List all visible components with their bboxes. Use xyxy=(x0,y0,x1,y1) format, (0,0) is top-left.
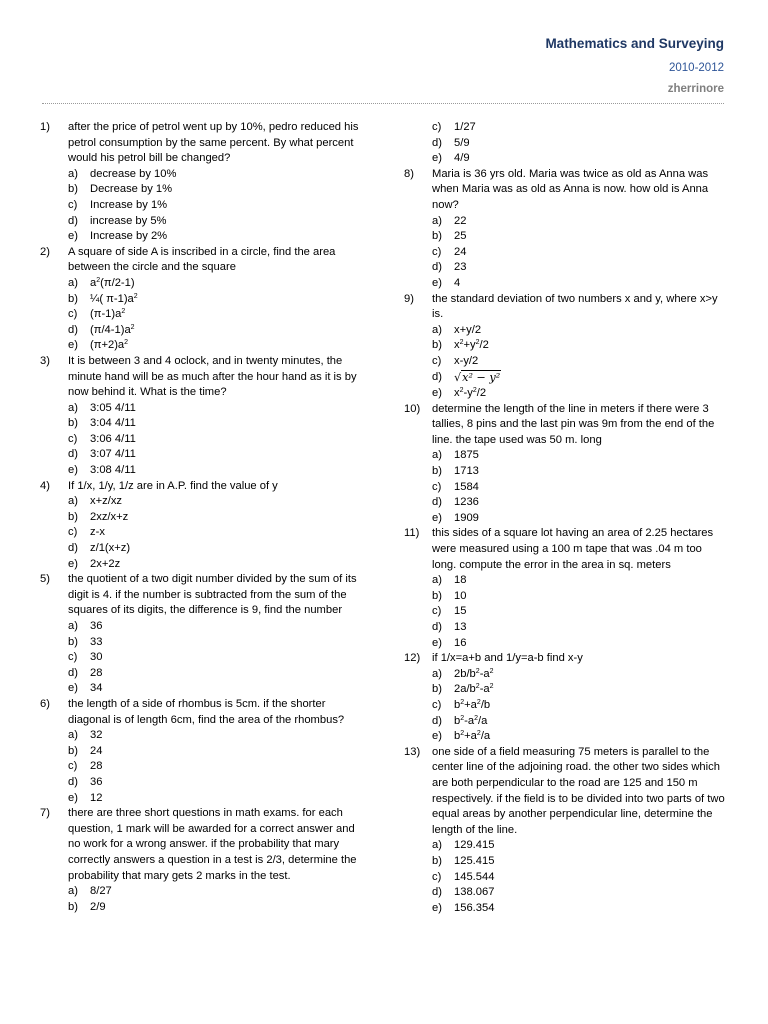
right-column xyxy=(404,120,728,916)
choice-text: 1/27 xyxy=(454,121,476,133)
answer-choice xyxy=(404,714,728,730)
choice-letter: d) xyxy=(68,448,78,461)
choice-text: 30 xyxy=(90,651,103,664)
choice-text: 8/27 xyxy=(90,885,112,898)
choice-text: 1236 xyxy=(454,496,479,509)
question-block xyxy=(404,292,728,402)
question-block xyxy=(40,354,365,479)
choice-text: $(\pi/4-1)a^2$ xyxy=(90,323,135,336)
choice-letter: d) xyxy=(432,886,442,899)
answer-choice xyxy=(404,620,728,636)
choice-letter: a) xyxy=(432,839,442,852)
answer-choice xyxy=(404,604,728,620)
choice-text: 3:08 4/11 xyxy=(90,464,136,477)
choice-text: 1875 xyxy=(454,449,479,462)
choice-text: 1584 xyxy=(454,480,479,493)
question-block xyxy=(404,745,728,917)
choice-letter: e) xyxy=(432,636,442,649)
answer-choice xyxy=(404,151,728,167)
choice-letter: e) xyxy=(68,557,78,570)
answer-choice xyxy=(404,511,728,527)
choice-text: 3:07 4/11 xyxy=(90,448,136,461)
choice-text: 4/9 xyxy=(454,152,470,165)
choice-letter: c) xyxy=(432,121,442,133)
answer-choice xyxy=(40,759,365,775)
choice-letter: a) xyxy=(432,449,442,462)
choice-text: 16 xyxy=(454,636,467,649)
choice-letter: c) xyxy=(432,245,442,258)
choice-text: 1713 xyxy=(454,465,479,478)
choice-text: 3:05 4/11 xyxy=(90,401,136,414)
choice-letter: d) xyxy=(432,621,442,633)
choice-text: $2b/b^2-a^2$ xyxy=(454,667,494,680)
answer-choice xyxy=(40,416,365,432)
answer-choice xyxy=(40,541,365,557)
answer-choice xyxy=(40,494,365,510)
choice-text: Increase by 2% xyxy=(90,230,168,243)
choice-letter: e) xyxy=(68,230,78,243)
choice-letter: e) xyxy=(68,791,78,804)
choice-letter: b) xyxy=(68,744,78,757)
answer-choice xyxy=(404,276,728,292)
choice-letter: a) xyxy=(68,620,78,632)
question xyxy=(404,745,728,839)
answer-choice xyxy=(40,167,365,183)
choice-text: 28 xyxy=(90,666,103,679)
choice-text: $2a/b^2-a^2$ xyxy=(454,683,494,696)
choice-text: 36 xyxy=(90,620,103,632)
choice-letter: c) xyxy=(68,198,78,211)
question-text: there are three short questions in math exams. for each question, 1 mark will be awarded for a correct answer and no work for a wrong answer. if the probability that mary correctly answers a question in a test is 2/3, determine the probability that mary gets 2 marks in the test. xyxy=(68,807,357,882)
choice-text: 18 xyxy=(454,574,467,587)
answer-choice xyxy=(404,354,728,370)
answer-choice xyxy=(404,729,728,745)
answer-choice xyxy=(40,557,365,573)
choice-text: $b^2-a^2/a$ xyxy=(454,714,488,727)
question-number: 7) xyxy=(40,807,50,820)
choice-letter: c) xyxy=(68,308,78,321)
choice-text: 32 xyxy=(90,729,103,742)
choice-text: 2x+2z xyxy=(90,557,121,570)
answer-choice xyxy=(404,682,728,698)
document-author: zherrinore xyxy=(667,83,724,95)
choice-letter: d) xyxy=(68,323,78,336)
answer-choice xyxy=(40,401,365,417)
question-text: the standard deviation of two numbers x and y, where x>y is. xyxy=(432,292,718,321)
choice-letter: a) xyxy=(432,667,442,680)
answer-choice xyxy=(404,698,728,714)
choice-letter: a) xyxy=(68,495,78,508)
choice-letter: d) xyxy=(432,261,442,274)
choice-text: 24 xyxy=(90,744,103,757)
choice-letter: c) xyxy=(432,698,442,711)
answer-choice xyxy=(404,495,728,511)
choice-text: 28 xyxy=(90,760,103,773)
answer-choice xyxy=(404,573,728,589)
answer-choice xyxy=(404,245,728,261)
choice-letter: c) xyxy=(432,870,442,883)
question-block xyxy=(404,526,728,651)
question-number: 8) xyxy=(404,167,414,180)
question-number: 12) xyxy=(404,652,421,665)
choice-letter: e) xyxy=(432,152,442,165)
question-number: 3) xyxy=(40,354,50,367)
answer-choice xyxy=(40,681,365,697)
choice-text: $b^2+a^2/a$ xyxy=(454,730,491,743)
choice-text: √x² − y² xyxy=(454,370,501,384)
document-title: Mathematics and Surveying xyxy=(545,36,724,51)
answer-choice xyxy=(40,323,365,339)
choice-letter: e) xyxy=(68,464,78,477)
question xyxy=(404,526,728,573)
question-text: this sides of a square lot having an area of 2.25 hectares were measured using a 100 m tape that was .04 m too long. compute the error in the area in sq. meters xyxy=(432,527,714,571)
answer-choice xyxy=(40,338,365,354)
answer-choice xyxy=(40,525,365,541)
choice-letter: b) xyxy=(432,230,442,243)
choice-letter: a) xyxy=(432,323,442,336)
choice-letter: d) xyxy=(432,714,442,727)
question-block xyxy=(40,697,365,806)
choice-letter: c) xyxy=(68,526,78,539)
choice-letter: c) xyxy=(432,354,442,367)
answer-choice xyxy=(40,229,365,245)
choice-letter: e) xyxy=(432,511,442,524)
choice-text: $(\pi+2)a^2$ xyxy=(90,339,129,352)
choice-text: $x^2+y^2/2$ xyxy=(454,339,489,352)
choice-text: 23 xyxy=(454,261,467,274)
choice-text: 13 xyxy=(454,621,467,633)
choice-letter: a) xyxy=(432,214,442,227)
question-number: 5) xyxy=(40,573,50,586)
choice-text: Decrease by 1% xyxy=(90,183,173,196)
question-block xyxy=(404,651,728,745)
answer-choice xyxy=(404,870,728,886)
answer-choice xyxy=(40,635,365,651)
choice-text: x+y/2 xyxy=(454,323,482,336)
choice-letter: a) xyxy=(68,729,78,742)
answer-choice xyxy=(404,480,728,496)
choice-letter: e) xyxy=(432,730,442,743)
choice-text: 145.544 xyxy=(454,870,495,883)
choice-text: 3:06 4/11 xyxy=(90,432,136,445)
answer-choice xyxy=(404,636,728,652)
question-block xyxy=(404,402,728,527)
choice-letter: e) xyxy=(68,682,78,695)
question xyxy=(40,245,365,276)
answer-choice xyxy=(404,464,728,480)
choice-letter: c) xyxy=(68,651,78,664)
choice-text: 3:04 4/11 xyxy=(90,417,136,430)
answer-choice xyxy=(404,386,728,402)
answer-choice xyxy=(40,775,365,791)
choice-text: 125.415 xyxy=(454,854,495,867)
answer-choice xyxy=(40,619,365,635)
choice-letter: a) xyxy=(68,167,78,180)
answer-choice xyxy=(404,901,728,917)
choice-text: increase by 5% xyxy=(90,214,167,227)
choice-letter: b) xyxy=(68,292,78,305)
choice-text: 2/9 xyxy=(90,900,106,913)
choice-letter: c) xyxy=(432,480,442,493)
answer-choice xyxy=(40,884,365,900)
question-number: 2) xyxy=(40,245,50,258)
answer-choice xyxy=(40,198,365,214)
answer-choice xyxy=(404,323,728,339)
question-number: 9) xyxy=(404,292,414,305)
question-text: determine the length of the line in meters if there were 3 tallies, 8 pins and the last pin was 9m from the end of the line. the tape used was 50 m. long xyxy=(432,402,715,446)
question xyxy=(404,402,728,449)
question-block xyxy=(40,245,365,354)
choice-letter: d) xyxy=(68,666,78,679)
choice-letter: b) xyxy=(68,635,78,648)
choice-letter: c) xyxy=(68,760,78,773)
answer-choice xyxy=(40,292,365,308)
answer-choice xyxy=(40,276,365,292)
choice-text: 2xz/x+z xyxy=(90,510,129,523)
choice-text: x-y/2 xyxy=(454,354,479,367)
answer-choice xyxy=(40,666,365,682)
question-text: one side of a field measuring 75 meters is parallel to the center line of the adjoining road. the other two sides which are both perpendicular to the road are 125 and 150 m respectively. if the field is to be divided into two parts of two equal areas by another perpendicular line, determine the length of the line. xyxy=(432,745,725,836)
answer-choice xyxy=(40,510,365,526)
choice-text: 34 xyxy=(90,682,103,695)
choice-letter: d) xyxy=(432,496,442,509)
continued-choices xyxy=(404,120,728,167)
choice-letter: b) xyxy=(68,510,78,523)
choice-text: 36 xyxy=(90,775,103,788)
question-text: A square of side A is inscribed in a circle, find the area between the circle and the square xyxy=(68,245,336,274)
choice-letter: b) xyxy=(432,589,442,602)
choice-text: Increase by 1% xyxy=(90,198,168,211)
choice-letter: b) xyxy=(68,900,78,913)
answer-choice xyxy=(40,650,365,666)
choice-text: $b^2+a^2/b$ xyxy=(454,698,491,711)
question-block xyxy=(40,572,365,697)
answer-choice xyxy=(404,229,728,245)
question-text: if 1/x=a+b and 1/y=a-b find x-y xyxy=(432,652,583,665)
choice-letter: b) xyxy=(432,339,442,352)
choice-letter: b) xyxy=(432,854,442,867)
question-block xyxy=(40,479,365,573)
choice-text: 22 xyxy=(454,214,467,227)
choice-letter: e) xyxy=(432,276,442,289)
answer-choice xyxy=(40,728,365,744)
choice-letter: c) xyxy=(432,605,442,618)
question xyxy=(404,651,728,667)
choice-text: 24 xyxy=(454,245,467,258)
choice-letter: d) xyxy=(68,775,78,788)
answer-choice xyxy=(40,182,365,198)
answer-choice xyxy=(404,136,728,152)
answer-choice xyxy=(404,448,728,464)
question xyxy=(40,572,365,619)
choice-letter: b) xyxy=(68,183,78,196)
choice-letter: d) xyxy=(68,214,78,227)
choice-text: 138.067 xyxy=(454,886,495,899)
answer-choice xyxy=(40,744,365,760)
question-block xyxy=(404,167,728,292)
choice-letter: d) xyxy=(68,542,78,555)
answer-choice xyxy=(404,667,728,683)
choice-letter: a) xyxy=(68,276,78,289)
choice-letter: a) xyxy=(68,401,78,414)
choice-text: 25 xyxy=(454,230,467,243)
question-text: the quotient of a two digit number divided by the sum of its digit is 4. if the number is subtracted from the sum of the squares of its digits, the difference is 9, find the number xyxy=(68,573,357,617)
question-number: 13) xyxy=(404,745,421,758)
question-number: 1) xyxy=(40,121,50,133)
answer-choice xyxy=(40,214,365,230)
document-years: 2010-2012 xyxy=(669,62,724,74)
question-number: 4) xyxy=(40,479,50,492)
question xyxy=(40,354,365,401)
choice-text: 10 xyxy=(454,589,467,602)
choice-letter: e) xyxy=(68,339,78,352)
answer-choice xyxy=(40,900,365,916)
choice-text: 1909 xyxy=(454,511,479,524)
choice-text: $(\pi-1)a^2$ xyxy=(90,308,126,321)
choice-text: z/1(x+z) xyxy=(90,542,131,555)
answer-choice xyxy=(40,432,365,448)
choice-text: $x^2-y^2/2$ xyxy=(454,387,487,400)
choice-text: 12 xyxy=(90,791,103,804)
choice-letter: e) xyxy=(432,901,442,914)
choice-text: 129.415 xyxy=(454,839,495,852)
answer-choice xyxy=(404,885,728,901)
question xyxy=(40,479,365,495)
answer-choice xyxy=(40,791,365,807)
left-column xyxy=(40,120,365,915)
question xyxy=(40,697,365,728)
choice-letter: d) xyxy=(432,136,442,149)
answer-choice xyxy=(404,120,728,136)
answer-choice xyxy=(40,463,365,479)
answer-choice xyxy=(404,838,728,854)
choice-letter: d) xyxy=(432,370,442,383)
answer-choice xyxy=(404,854,728,870)
answer-choice xyxy=(40,447,365,463)
choice-letter: a) xyxy=(68,885,78,898)
choice-text: 5/9 xyxy=(454,136,470,149)
answer-choice xyxy=(404,370,728,387)
choice-text: 156.354 xyxy=(454,901,495,914)
choice-text: $a^2(\pi/2-1)$ xyxy=(90,276,135,289)
question-text: after the price of petrol went up by 10%, pedro reduced his petrol consumption by the same percent. By what percent would his petrol bill be changed? xyxy=(68,121,359,165)
answer-choice xyxy=(40,307,365,323)
answer-choice xyxy=(404,338,728,354)
choice-text: 33 xyxy=(90,635,103,648)
answer-choice xyxy=(404,589,728,605)
choice-text: x+z/xz xyxy=(90,495,123,508)
choice-letter: b) xyxy=(432,683,442,696)
choice-letter: b) xyxy=(68,417,78,430)
question-block xyxy=(40,806,365,915)
choice-text: z-x xyxy=(90,526,105,539)
choice-text: 15 xyxy=(454,605,467,618)
question-text: It is between 3 and 4 oclock, and in twenty minutes, the minute hand will be as much after the hour hand as it is by now behind it. What is the time? xyxy=(68,354,357,399)
answer-choice xyxy=(404,260,728,276)
answer-choice xyxy=(404,214,728,230)
question-text: Maria is 36 yrs old. Maria was twice as old as Anna was when Maria was as old as Anna is now. how old is Anna now? xyxy=(432,167,709,211)
choice-letter: b) xyxy=(432,465,442,478)
question-text: If 1/x, 1/y, 1/z are in A.P. find the value of y xyxy=(68,479,278,492)
header-divider xyxy=(42,103,724,104)
question xyxy=(40,806,365,884)
choice-text: decrease by 10% xyxy=(90,167,177,180)
question xyxy=(40,120,365,167)
question-block xyxy=(40,120,365,245)
choice-letter: c) xyxy=(68,432,78,445)
choice-letter: a) xyxy=(432,574,442,587)
question-number: 10) xyxy=(404,402,421,415)
question-number: 6) xyxy=(40,697,50,710)
question-number: 11) xyxy=(404,527,420,540)
choice-text: ¼( $\pi-1)a^2$ xyxy=(90,292,138,305)
question xyxy=(404,292,728,323)
question-text: the length of a side of rhombus is 5cm. if the shorter diagonal is of length 6cm, find the area of the rhombus? xyxy=(68,697,345,726)
question xyxy=(404,167,728,214)
choice-text: 4 xyxy=(454,276,461,289)
choice-letter: e) xyxy=(432,387,442,400)
